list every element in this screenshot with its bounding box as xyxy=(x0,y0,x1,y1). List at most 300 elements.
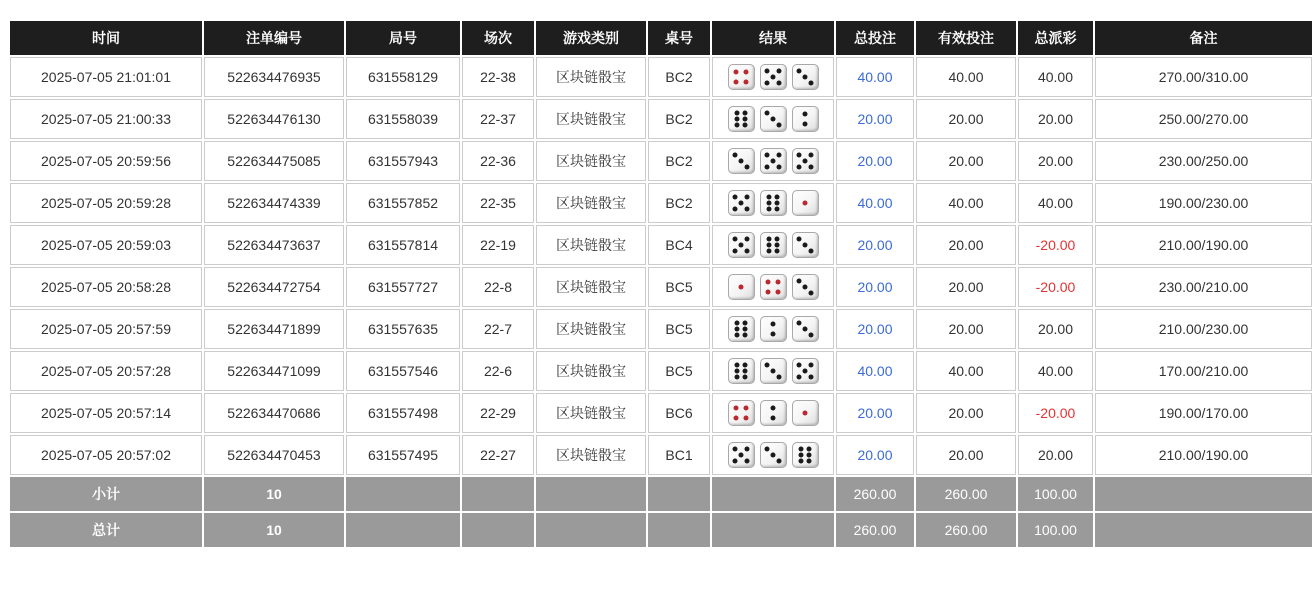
die-pip xyxy=(766,279,771,284)
die-icon-6 xyxy=(760,190,787,216)
die-pip xyxy=(771,321,776,326)
die-pip xyxy=(733,447,738,452)
die-icon-4 xyxy=(728,400,755,426)
cell-time: 2025-07-05 20:57:02 xyxy=(10,435,202,475)
cell-time: 2025-07-05 20:57:14 xyxy=(10,393,202,433)
die-pip xyxy=(734,110,739,115)
die-pip xyxy=(734,333,739,338)
die-pip xyxy=(734,320,739,325)
table-row xyxy=(10,393,1312,433)
die-pip xyxy=(771,453,776,458)
die-pip xyxy=(807,459,812,464)
die-pip xyxy=(765,363,770,368)
die-pip xyxy=(739,243,744,248)
die-icon-5 xyxy=(728,442,755,468)
die-pip xyxy=(803,122,808,127)
die-pip xyxy=(766,201,771,206)
die-pip xyxy=(771,75,776,80)
cell-total-bet xyxy=(836,183,914,223)
cell-remark: 190.00/230.00 xyxy=(1095,183,1312,223)
cell-result xyxy=(712,267,834,307)
cell-table-no: BC2 xyxy=(648,57,710,97)
die-pip xyxy=(734,369,739,374)
die-icon-5 xyxy=(728,190,755,216)
die-icon-3 xyxy=(792,316,819,342)
cell-time: 2025-07-05 21:00:33 xyxy=(10,99,202,139)
cell-valid-bet: 20.00 xyxy=(916,99,1016,139)
cell-valid-bet: 20.00 xyxy=(916,435,1016,475)
cell-game-type: 区块链骰宝 xyxy=(536,141,646,181)
die-icon-3 xyxy=(760,442,787,468)
die-pip xyxy=(775,236,780,241)
cell-total-payout: 20.00 xyxy=(1018,309,1093,349)
die-pip xyxy=(734,117,739,122)
cell-game-type: 区块链骰宝 xyxy=(536,225,646,265)
die-icon-1 xyxy=(728,274,755,300)
dice-result xyxy=(714,148,832,174)
die-pip xyxy=(776,374,781,379)
die-pip xyxy=(744,237,749,242)
die-icon-6 xyxy=(792,442,819,468)
cell-total-payout: 40.00 xyxy=(1018,57,1093,97)
cell-game-type: 区块链骰宝 xyxy=(536,435,646,475)
cell-game-type: 区块链骰宝 xyxy=(536,183,646,223)
cell-session: 22-35 xyxy=(462,183,534,223)
die-pip xyxy=(743,369,748,374)
die-pip xyxy=(744,416,749,421)
die-icon-4 xyxy=(760,274,787,300)
bet-records-table xyxy=(8,19,1314,549)
cell-total-payout: -20.00 xyxy=(1018,393,1093,433)
die-pip xyxy=(733,237,738,242)
cell-bet-id: 522634470686 xyxy=(204,393,344,433)
cell-valid-bet: 40.00 xyxy=(916,351,1016,391)
die-icon-2 xyxy=(760,316,787,342)
col-header-bet-id: 注单编号 xyxy=(204,21,344,55)
cell-time: 2025-07-05 20:58:28 xyxy=(10,267,202,307)
die-pip xyxy=(797,321,802,326)
die-pip xyxy=(803,201,808,206)
dice-result xyxy=(714,400,832,426)
die-icon-3 xyxy=(760,106,787,132)
cell-total-bet xyxy=(836,141,914,181)
die-pip xyxy=(797,164,802,169)
total-row xyxy=(10,513,1312,547)
cell-game-type: 区块链骰宝 xyxy=(536,393,646,433)
table-row xyxy=(10,351,1312,391)
subtotal-row-total-payout: 100.00 xyxy=(1018,477,1093,511)
col-header-total-bet: 总投注 xyxy=(836,21,914,55)
total-row-empty-cell-table-no xyxy=(648,513,710,547)
total-row-valid-bet: 260.00 xyxy=(916,513,1016,547)
cell-table-no: BC6 xyxy=(648,393,710,433)
die-icon-3 xyxy=(792,274,819,300)
cell-valid-bet: 20.00 xyxy=(916,393,1016,433)
cell-round-id: 631557727 xyxy=(346,267,460,307)
die-pip xyxy=(743,327,748,332)
cell-bet-id: 522634474339 xyxy=(204,183,344,223)
die-icon-2 xyxy=(792,106,819,132)
die-pip xyxy=(775,243,780,248)
dice-result xyxy=(714,442,832,468)
col-header-session: 场次 xyxy=(462,21,534,55)
total-row-empty-cell-round-id xyxy=(346,513,460,547)
die-icon-5 xyxy=(792,148,819,174)
die-pip xyxy=(808,80,813,85)
die-pip xyxy=(744,447,749,452)
total-bet-link[interactable]: 20.00 xyxy=(857,405,893,421)
die-pip xyxy=(808,332,813,337)
cell-total-bet xyxy=(836,351,914,391)
die-icon-6 xyxy=(728,106,755,132)
cell-result xyxy=(712,435,834,475)
col-header-round-id: 局号 xyxy=(346,21,460,55)
die-pip xyxy=(808,374,813,379)
dice-result xyxy=(714,232,832,258)
subtotal-row-empty-cell-table-no xyxy=(648,477,710,511)
total-bet-link[interactable]: 20.00 xyxy=(857,447,893,463)
cell-result xyxy=(712,225,834,265)
cell-total-payout: -20.00 xyxy=(1018,225,1093,265)
table-row xyxy=(10,435,1312,475)
die-pip xyxy=(739,159,744,164)
die-icon-3 xyxy=(792,232,819,258)
col-header-result: 结果 xyxy=(712,21,834,55)
cell-session: 22-6 xyxy=(462,351,534,391)
die-icon-6 xyxy=(728,316,755,342)
die-pip xyxy=(771,332,776,337)
dice-result xyxy=(714,274,832,300)
die-pip xyxy=(766,290,771,295)
cell-round-id: 631557495 xyxy=(346,435,460,475)
col-header-total-payout: 总派彩 xyxy=(1018,21,1093,55)
cell-result xyxy=(712,351,834,391)
die-pip xyxy=(775,249,780,254)
die-pip xyxy=(803,285,808,290)
table-body xyxy=(10,57,1312,547)
cell-table-no: BC2 xyxy=(648,183,710,223)
cell-total-bet xyxy=(836,225,914,265)
total-bet-link[interactable]: 20.00 xyxy=(857,279,893,295)
die-pip xyxy=(798,453,803,458)
die-pip xyxy=(776,458,781,463)
cell-bet-id: 522634475085 xyxy=(204,141,344,181)
total-bet-link[interactable]: 40.00 xyxy=(857,69,893,85)
dice-result xyxy=(714,190,832,216)
col-header-time: 时间 xyxy=(10,21,202,55)
cell-session: 22-27 xyxy=(462,435,534,475)
total-bet-link[interactable]: 20.00 xyxy=(857,153,893,169)
die-pip xyxy=(733,153,738,158)
die-icon-5 xyxy=(760,64,787,90)
cell-remark: 210.00/230.00 xyxy=(1095,309,1312,349)
cell-remark: 250.00/270.00 xyxy=(1095,99,1312,139)
cell-time: 2025-07-05 20:59:28 xyxy=(10,183,202,223)
header-row xyxy=(10,21,1312,55)
die-icon-4 xyxy=(728,64,755,90)
die-pip xyxy=(744,405,749,410)
subtotal-row xyxy=(10,477,1312,511)
die-pip xyxy=(771,369,776,374)
col-header-game-type: 游戏类别 xyxy=(536,21,646,55)
cell-time: 2025-07-05 20:59:56 xyxy=(10,141,202,181)
cell-valid-bet: 40.00 xyxy=(916,183,1016,223)
die-icon-6 xyxy=(728,358,755,384)
total-row-empty-remark xyxy=(1095,513,1312,547)
cell-total-bet xyxy=(836,99,914,139)
cell-bet-id: 522634471899 xyxy=(204,309,344,349)
die-pip xyxy=(766,207,771,212)
cell-total-payout: 20.00 xyxy=(1018,141,1093,181)
cell-total-bet xyxy=(836,393,914,433)
subtotal-row-valid-bet: 260.00 xyxy=(916,477,1016,511)
cell-table-no: BC5 xyxy=(648,351,710,391)
cell-game-type: 区块链骰宝 xyxy=(536,267,646,307)
die-pip xyxy=(771,117,776,122)
die-pip xyxy=(771,405,776,410)
die-pip xyxy=(776,164,781,169)
die-icon-3 xyxy=(728,148,755,174)
cell-total-payout: 20.00 xyxy=(1018,435,1093,475)
die-pip xyxy=(733,248,738,253)
die-pip xyxy=(771,159,776,164)
total-bet-link[interactable]: 20.00 xyxy=(857,321,893,337)
die-icon-1 xyxy=(792,400,819,426)
cell-remark: 230.00/250.00 xyxy=(1095,141,1312,181)
die-pip xyxy=(766,236,771,241)
cell-game-type: 区块链骰宝 xyxy=(536,99,646,139)
cell-time: 2025-07-05 21:01:01 xyxy=(10,57,202,97)
cell-bet-id: 522634470453 xyxy=(204,435,344,475)
die-pip xyxy=(739,201,744,206)
total-bet-link[interactable]: 40.00 xyxy=(857,195,893,211)
cell-result xyxy=(712,141,834,181)
die-pip xyxy=(734,405,739,410)
cell-time: 2025-07-05 20:59:03 xyxy=(10,225,202,265)
die-pip xyxy=(765,80,770,85)
cell-table-no: BC2 xyxy=(648,141,710,181)
die-pip xyxy=(775,194,780,199)
die-pip xyxy=(776,290,781,295)
die-pip xyxy=(743,117,748,122)
cell-session: 22-29 xyxy=(462,393,534,433)
cell-remark: 170.00/210.00 xyxy=(1095,351,1312,391)
cell-valid-bet: 20.00 xyxy=(916,141,1016,181)
cell-time: 2025-07-05 20:57:28 xyxy=(10,351,202,391)
die-icon-5 xyxy=(760,148,787,174)
cell-remark: 270.00/310.00 xyxy=(1095,57,1312,97)
cell-total-bet xyxy=(836,435,914,475)
cell-remark: 230.00/210.00 xyxy=(1095,267,1312,307)
die-pip xyxy=(803,369,808,374)
cell-session: 22-37 xyxy=(462,99,534,139)
die-pip xyxy=(734,80,739,85)
die-pip xyxy=(766,194,771,199)
die-pip xyxy=(776,279,781,284)
die-pip xyxy=(798,459,803,464)
die-pip xyxy=(803,75,808,80)
die-pip xyxy=(734,327,739,332)
cell-total-payout: -20.00 xyxy=(1018,267,1093,307)
die-pip xyxy=(765,447,770,452)
die-pip xyxy=(776,80,781,85)
cell-total-payout: 20.00 xyxy=(1018,99,1093,139)
cell-round-id: 631557943 xyxy=(346,141,460,181)
die-pip xyxy=(776,122,781,127)
total-row-total-bet: 260.00 xyxy=(836,513,914,547)
total-row-label: 总计 xyxy=(10,513,202,547)
table-row xyxy=(10,309,1312,349)
die-pip xyxy=(743,362,748,367)
cell-round-id: 631557852 xyxy=(346,183,460,223)
cell-round-id: 631557635 xyxy=(346,309,460,349)
cell-result xyxy=(712,99,834,139)
die-pip xyxy=(743,320,748,325)
die-pip xyxy=(765,111,770,116)
cell-session: 22-7 xyxy=(462,309,534,349)
cell-table-no: BC1 xyxy=(648,435,710,475)
die-pip xyxy=(803,159,808,164)
die-pip xyxy=(734,375,739,380)
die-pip xyxy=(808,290,813,295)
subtotal-row-empty-cell-result xyxy=(712,477,834,511)
subtotal-row-empty-remark xyxy=(1095,477,1312,511)
cell-bet-id: 522634473637 xyxy=(204,225,344,265)
cell-total-bet xyxy=(836,57,914,97)
die-pip xyxy=(733,206,738,211)
die-pip xyxy=(744,164,749,169)
subtotal-row-total-bet: 260.00 xyxy=(836,477,914,511)
die-pip xyxy=(766,249,771,254)
total-row-total-payout: 100.00 xyxy=(1018,513,1093,547)
cell-result xyxy=(712,393,834,433)
cell-bet-id: 522634476130 xyxy=(204,99,344,139)
die-pip xyxy=(765,69,770,74)
die-icon-3 xyxy=(760,358,787,384)
die-pip xyxy=(803,411,808,416)
total-row-empty-cell-game-type xyxy=(536,513,646,547)
cell-round-id: 631557814 xyxy=(346,225,460,265)
die-pip xyxy=(765,153,770,158)
die-pip xyxy=(803,111,808,116)
total-bet-link[interactable]: 40.00 xyxy=(857,363,893,379)
table-header xyxy=(10,21,1312,55)
table-row xyxy=(10,57,1312,97)
cell-table-no: BC5 xyxy=(648,309,710,349)
die-pip xyxy=(803,243,808,248)
subtotal-row-label: 小计 xyxy=(10,477,202,511)
total-bet-link[interactable]: 20.00 xyxy=(857,111,893,127)
die-pip xyxy=(808,363,813,368)
die-pip xyxy=(803,327,808,332)
total-row-count: 10 xyxy=(204,513,344,547)
table-row xyxy=(10,267,1312,307)
die-pip xyxy=(808,248,813,253)
cell-round-id: 631558039 xyxy=(346,99,460,139)
die-icon-5 xyxy=(728,232,755,258)
cell-total-bet xyxy=(836,267,914,307)
col-header-valid-bet: 有效投注 xyxy=(916,21,1016,55)
die-pip xyxy=(797,153,802,158)
die-pip xyxy=(744,80,749,85)
table-row xyxy=(10,141,1312,181)
die-pip xyxy=(797,279,802,284)
col-header-remark: 备注 xyxy=(1095,21,1312,55)
dice-result xyxy=(714,316,832,342)
die-pip xyxy=(797,69,802,74)
cell-session: 22-19 xyxy=(462,225,534,265)
die-pip xyxy=(765,164,770,169)
cell-game-type: 区块链骰宝 xyxy=(536,351,646,391)
cell-bet-id: 522634471099 xyxy=(204,351,344,391)
die-icon-3 xyxy=(792,64,819,90)
die-icon-6 xyxy=(760,232,787,258)
cell-round-id: 631557546 xyxy=(346,351,460,391)
die-pip xyxy=(744,206,749,211)
subtotal-row-empty-cell-round-id xyxy=(346,477,460,511)
subtotal-row-count: 10 xyxy=(204,477,344,511)
cell-bet-id: 522634472754 xyxy=(204,267,344,307)
die-pip xyxy=(808,164,813,169)
die-pip xyxy=(743,123,748,128)
cell-round-id: 631557498 xyxy=(346,393,460,433)
cell-total-payout: 40.00 xyxy=(1018,351,1093,391)
die-pip xyxy=(775,201,780,206)
cell-valid-bet: 20.00 xyxy=(916,309,1016,349)
cell-session: 22-8 xyxy=(462,267,534,307)
die-pip xyxy=(797,237,802,242)
table-row xyxy=(10,225,1312,265)
die-pip xyxy=(733,458,738,463)
cell-session: 22-36 xyxy=(462,141,534,181)
total-row-empty-cell-session xyxy=(462,513,534,547)
die-pip xyxy=(808,153,813,158)
cell-time: 2025-07-05 20:57:59 xyxy=(10,309,202,349)
die-pip xyxy=(807,453,812,458)
cell-total-bet xyxy=(836,309,914,349)
cell-valid-bet: 40.00 xyxy=(916,57,1016,97)
cell-result xyxy=(712,183,834,223)
total-bet-link[interactable]: 20.00 xyxy=(857,237,893,253)
die-icon-1 xyxy=(792,190,819,216)
dice-result xyxy=(714,64,832,90)
cell-table-no: BC5 xyxy=(648,267,710,307)
cell-game-type: 区块链骰宝 xyxy=(536,57,646,97)
die-pip xyxy=(744,458,749,463)
cell-result xyxy=(712,57,834,97)
dice-result xyxy=(714,106,832,132)
col-header-table-no: 桌号 xyxy=(648,21,710,55)
die-pip xyxy=(733,195,738,200)
die-pip xyxy=(734,362,739,367)
die-icon-5 xyxy=(792,358,819,384)
die-pip xyxy=(739,285,744,290)
die-pip xyxy=(797,374,802,379)
cell-table-no: BC2 xyxy=(648,99,710,139)
total-row-empty-cell-result xyxy=(712,513,834,547)
die-pip xyxy=(734,69,739,74)
cell-remark: 210.00/190.00 xyxy=(1095,435,1312,475)
cell-bet-id: 522634476935 xyxy=(204,57,344,97)
die-pip xyxy=(734,416,739,421)
die-pip xyxy=(775,207,780,212)
subtotal-row-empty-cell-session xyxy=(462,477,534,511)
die-pip xyxy=(744,69,749,74)
die-pip xyxy=(744,248,749,253)
die-pip xyxy=(739,453,744,458)
die-pip xyxy=(744,195,749,200)
subtotal-row-empty-cell-game-type xyxy=(536,477,646,511)
